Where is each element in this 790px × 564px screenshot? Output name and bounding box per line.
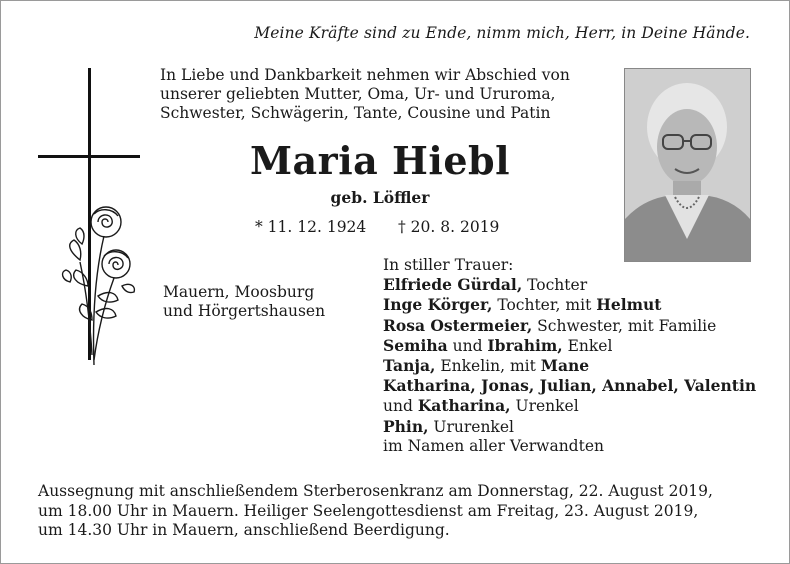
mourners-heading: In stiller Trauer: xyxy=(383,256,514,274)
mourner-name: Mane xyxy=(540,356,590,376)
service-line: um 14.30 Uhr in Mauern, anschließend Beerdigung. xyxy=(38,521,450,539)
mourner-line xyxy=(383,396,756,416)
mourner-name: Helmut xyxy=(596,295,662,315)
mourner-name: Inge Körger, xyxy=(383,295,493,315)
mourner-relation: und xyxy=(383,397,418,416)
mourner-line xyxy=(383,437,756,456)
places xyxy=(163,283,325,321)
mourner-line xyxy=(383,376,756,396)
mourner-relation: Schwester, mit Familie xyxy=(532,316,717,335)
rose-bouquet-icon xyxy=(52,200,144,370)
mourner-name: Katharina, xyxy=(417,396,511,416)
mourner-line xyxy=(383,295,756,315)
mourner-name: Rosa Ostermeier, xyxy=(383,315,533,335)
mourner-relation: Tochter, mit xyxy=(492,296,597,315)
mourner-relation: Enkelin, mit xyxy=(435,357,541,376)
deceased-name: Maria Hiebl xyxy=(249,138,510,183)
mourner-relation: im Namen aller Verwandten xyxy=(383,436,604,455)
portrait-image xyxy=(625,69,750,261)
mourner-line xyxy=(383,336,756,356)
mourner-relation: Ururenkel xyxy=(428,417,514,436)
service-line: Aussegnung mit anschließendem Sterberosenkranz am Donnerstag, 22. August 2019, xyxy=(38,482,713,500)
mourner-relation: Enkel xyxy=(562,336,613,355)
mourner-relation: Urenkel xyxy=(510,397,579,416)
intro-line: In Liebe und Dankbarkeit nehmen wir Abschied von xyxy=(160,66,570,84)
mourner-line xyxy=(383,316,756,336)
mourner-relation: Tochter xyxy=(522,276,588,295)
mourner-name: Ibrahim, xyxy=(487,335,563,355)
mourner-line xyxy=(383,275,756,295)
portrait-photo xyxy=(624,68,751,262)
mourner-name: Katharina, Jonas, Julian, Annabel, Valentin xyxy=(383,376,757,396)
mourner-line xyxy=(383,417,756,437)
intro-line: unserer geliebten Mutter, Oma, Ur- und Ururoma, xyxy=(160,85,556,103)
place-line: und Hörgertshausen xyxy=(163,302,326,320)
mourner-name: Phin, xyxy=(383,416,429,436)
intro-text xyxy=(160,66,610,123)
death-date: † 20. 8. 2019 xyxy=(398,218,500,236)
cross-bar xyxy=(38,155,140,158)
birth-name: geb. Löffler xyxy=(330,188,430,207)
mourner-name: Semiha xyxy=(383,335,448,355)
motto-verse: Meine Kräfte sind zu Ende, nimm mich, Herr, in Deine Hände. xyxy=(254,24,750,42)
service-line: um 18.00 Uhr in Mauern. Heiliger Seelengottesdienst am Freitag, 23. August 2019, xyxy=(38,501,699,520)
mourner-line xyxy=(383,356,756,376)
mourners-list xyxy=(383,256,756,456)
mourner-name: Tanja, xyxy=(383,356,436,376)
service-info xyxy=(38,482,752,541)
place-line: Mauern, Moosburg xyxy=(163,283,315,301)
mourner-relation: und xyxy=(447,336,488,355)
mourner-name: Elfriede Gürdal, xyxy=(383,275,523,295)
birth-date: * 11. 12. 1924 xyxy=(255,218,367,236)
intro-line: Schwester, Schwägerin, Tante, Cousine und Patin xyxy=(160,104,551,122)
